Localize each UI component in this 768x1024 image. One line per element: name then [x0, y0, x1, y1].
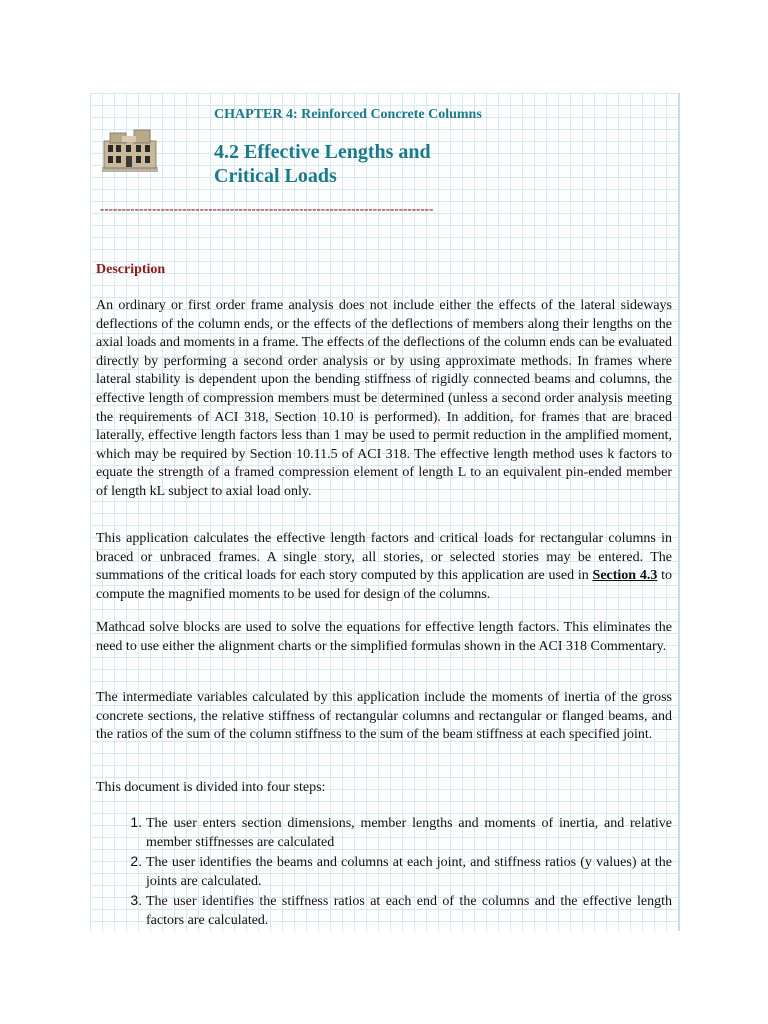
- description-heading: Description: [96, 262, 166, 277]
- building-icon: [100, 127, 160, 173]
- paragraph-application-text-1: This application calculates the effective length factors and critical loads for rectangular columns in braced or unbraced frames. A single story, all stories, or selected stories may be entered. The summations of the critical loads for each story computed by this application are used in: [96, 531, 672, 584]
- section-title-line2: Critical Loads: [214, 165, 337, 187]
- list-item: 1. The user enters section dimensions, member lengths and moments of inertia, and relative member stiffnesses are calculated: [146, 813, 672, 852]
- list-item: 2. The user identifies the beams and columns at each joint, and stiffness ratios (y values) at the joints are calculated.: [146, 852, 672, 891]
- paragraph-steps-intro: This document is divided into four steps:: [96, 780, 326, 795]
- document-page: [90, 93, 680, 931]
- paragraph-application: [96, 530, 672, 604]
- dashed-separator: -----------------------------------------------------------------------------: [100, 201, 434, 216]
- section-title: [214, 140, 431, 188]
- paragraph-variables: The intermediate variables calculated by this application include the moments of inertia of the gross concrete sections, the relative stiffness of rectangular columns and rectangular or flanged beams, and the ratios of the sum of the column stiffness to the sum of the beam stiffness at each specified joint.: [96, 690, 672, 743]
- chapter-label: CHAPTER 4: Reinforced Concrete Columns: [214, 107, 482, 122]
- paragraph-mathcad: Mathcad solve blocks are used to solve the equations for effective length factors. This eliminates the need to use either the alignment charts or the simplified formulas shown in the ACI 318 Commentary.: [96, 620, 672, 654]
- section-title-line1: 4.2 Effective Lengths and: [214, 141, 431, 163]
- steps-list: [96, 813, 672, 931]
- paragraph-intro: An ordinary or first order frame analysis does not include either the effects of the lateral sideways deflections of the column ends, or the effects of the deflections of members along their lengths on the axial loads and moments in a frame. The effects of the deflections of the column ends can be evaluated directly by performing a second order analysis or by using approximate methods. In frames where lateral stability is dependent upon the bending stiffness of rigidly connected beams and columns, the effective length of compression members must be determined (unless a second order analysis meeting the requirements of ACI 318, Section 10.10 is performed). In addition, for frames that are braced laterally, effective length factors less than 1 may be used to permit reduction in the amplified moment, which may be required by Section 10.11.5 of ACI 318. The effective length method uses k factors to equate the strength of a framed compression element of length L to an equivalent pin-ended member of length kL subject to axial load only.: [96, 298, 672, 499]
- section-4-3-link[interactable]: Section 4.3: [592, 568, 658, 584]
- paragraph-application-text-2: to compute the magnified moments to be used for design of the columns.: [96, 568, 673, 602]
- list-item: 3. The user identifies the stiffness ratios at each end of the columns and the effective length factors are calculated.: [146, 891, 672, 930]
